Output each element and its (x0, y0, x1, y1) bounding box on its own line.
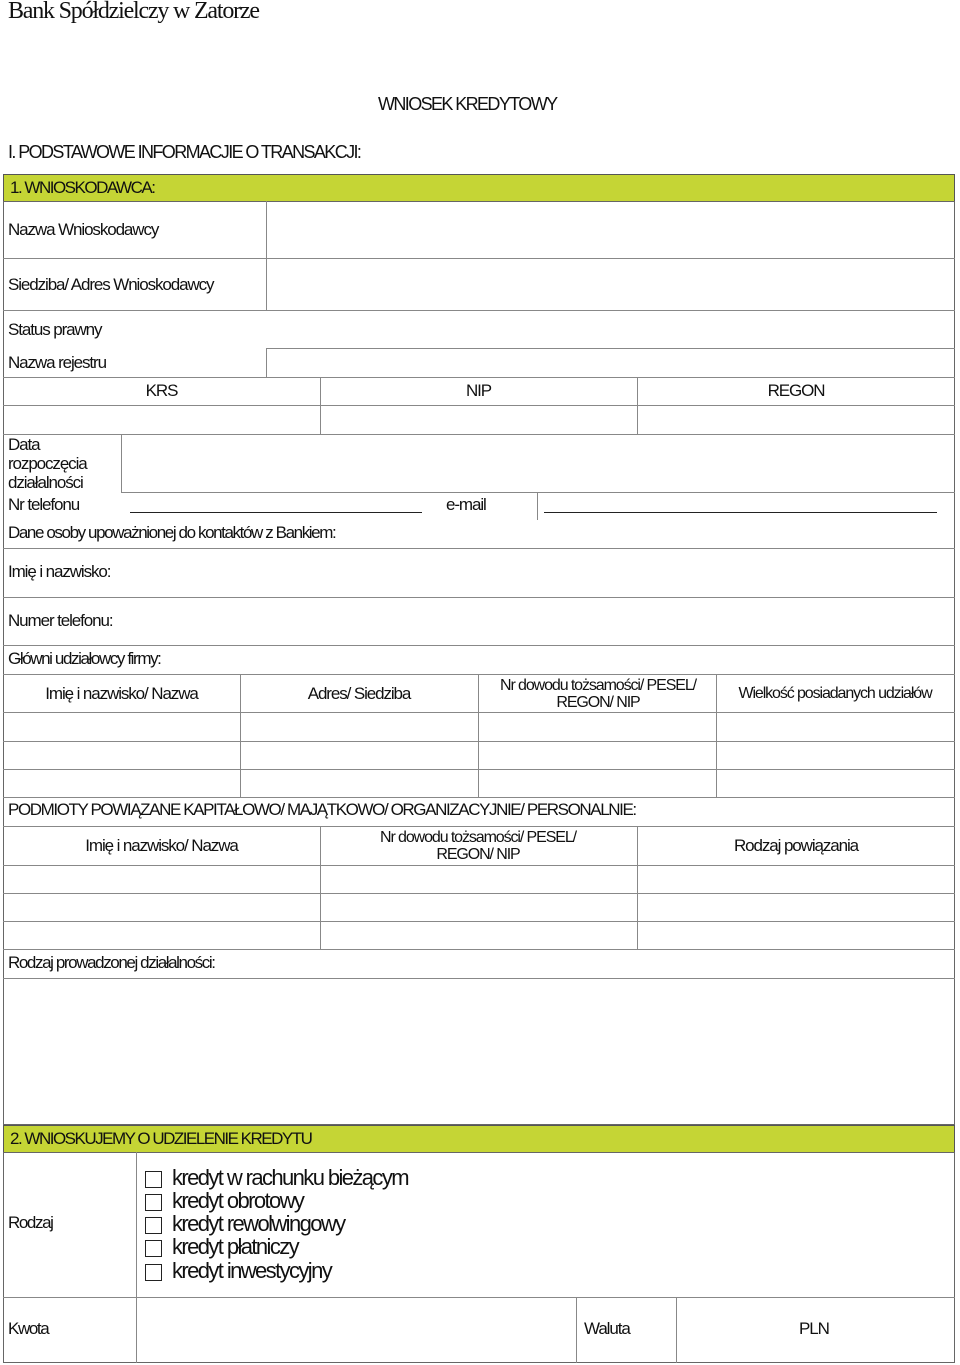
currency-value: PLN (799, 1319, 829, 1338)
activity-type-field[interactable] (4, 979, 954, 1124)
applicant-name-label: Nazwa Wnioskodawcy (8, 220, 159, 239)
divider (3, 797, 955, 798)
credit-option-investment: kredyt inwestycyjny (172, 1258, 332, 1283)
credit-type-label: Rodzaj (8, 1213, 53, 1232)
divider (576, 1297, 577, 1363)
nip-field[interactable] (321, 406, 636, 433)
divider (3, 258, 955, 259)
regon-label: REGON (767, 381, 825, 400)
shareholder-row-3[interactable] (4, 770, 954, 796)
shareholder-col-address: Adres/ Siedziba (307, 683, 411, 703)
start-date-field[interactable] (123, 436, 954, 491)
credit-option-working-capital: kredyt obrotowy (172, 1188, 304, 1213)
divider (121, 434, 122, 492)
divider (3, 548, 955, 549)
applicant-address-label: Siedziba/ Adres Wnioskodawcy (8, 275, 214, 294)
krs-label: KRS (145, 381, 178, 400)
shareholder-col-id: Nr dowodu tożsamości/ PESEL/ REGON/ NIP (500, 676, 696, 711)
credit-header-bar: 2. WNIOSKUJEMY O UDZIELENIE KREDYTU (3, 1125, 955, 1153)
divider (676, 1297, 677, 1363)
contact-name-label: Imię i nazwisko: (8, 562, 111, 581)
credit-option-revolving: kredyt rewolwingowy (172, 1211, 345, 1236)
applicant-header-bar: 1. WNIOSKODAWCA: (3, 174, 955, 202)
email-field[interactable] (544, 512, 937, 513)
shareholder-col-name: Imię i nazwisko/ Nazwa (45, 683, 198, 703)
amount-field[interactable] (138, 1299, 575, 1362)
contact-phone-label: Numer telefonu: (8, 611, 113, 630)
krs-field[interactable] (4, 406, 319, 433)
option-checkbox[interactable] (145, 1194, 162, 1211)
related-row-3[interactable] (4, 922, 954, 948)
option-checkbox[interactable] (145, 1217, 162, 1234)
activity-type-label: Rodzaj prowadzonej działalności: (8, 953, 215, 972)
option-checkbox[interactable] (145, 1240, 162, 1257)
divider (3, 645, 955, 646)
related-row-1[interactable] (4, 866, 954, 892)
divider (3, 949, 955, 950)
option-checkbox[interactable] (145, 1171, 162, 1188)
divider (266, 348, 267, 377)
divider (3, 310, 955, 311)
start-date-label: Data rozpoczęcia działalności (8, 435, 87, 492)
phone-label: Nr telefonu (8, 495, 80, 514)
shareholder-row-2[interactable] (4, 742, 954, 768)
email-label: e-mail (446, 495, 486, 514)
credit-option-current-account: kredyt w rachunku bieżącym (172, 1165, 408, 1190)
divider (3, 434, 955, 435)
contact-phone-field[interactable] (140, 599, 954, 644)
bank-name: Bank Spółdzielczy w Zatorze (8, 0, 259, 24)
contact-header: Dane osoby upoważnionej do kontaktów z Bankiem: (8, 523, 336, 542)
option-checkbox[interactable] (145, 1264, 162, 1281)
shareholders-header: Główni udziałowcy firmy: (8, 649, 161, 668)
divider (121, 492, 955, 493)
related-col-id: Nr dowodu tożsamości/ PESEL/ REGON/ NIP (380, 829, 576, 863)
related-row-2[interactable] (4, 894, 954, 920)
shareholder-row-1[interactable] (4, 713, 954, 740)
currency-label: Waluta (584, 1319, 630, 1338)
regon-field[interactable] (638, 406, 954, 433)
registry-name-field[interactable] (268, 350, 953, 376)
related-entities-header: PODMIOTY POWIĄZANE KAPITAŁOWO/ MAJĄTKOWO/ ORGANIZACYJNIE/ PERSONALNIE: (8, 800, 636, 819)
divider (3, 1297, 955, 1298)
applicant-name-field[interactable] (268, 203, 953, 257)
divider (266, 201, 267, 310)
applicant-address-field[interactable] (268, 260, 953, 309)
contact-name-field[interactable] (140, 550, 954, 596)
divider (3, 597, 955, 598)
shareholder-col-shares: Wielkość posiadanych udziałów (738, 685, 932, 702)
registry-name-label: Nazwa rejestru (8, 353, 106, 372)
amount-label: Kwota (8, 1319, 49, 1338)
divider (136, 1152, 137, 1363)
legal-status-field[interactable] (268, 312, 953, 347)
nip-label: NIP (465, 381, 492, 400)
related-col-name: Imię i nazwisko/ Nazwa (85, 836, 238, 855)
divider (266, 348, 955, 349)
legal-status-label: Status prawny (8, 320, 102, 339)
divider (537, 492, 538, 520)
related-col-relation: Rodzaj powiązania (734, 836, 858, 855)
document-title: WNIOSEK KREDYTOWY (378, 94, 557, 114)
credit-option-payment: kredyt płatniczy (172, 1234, 299, 1259)
section-title: I. PODSTAWOWE INFORMACJIE O TRANSAKCJI: (8, 142, 361, 162)
phone-field[interactable] (130, 512, 422, 513)
